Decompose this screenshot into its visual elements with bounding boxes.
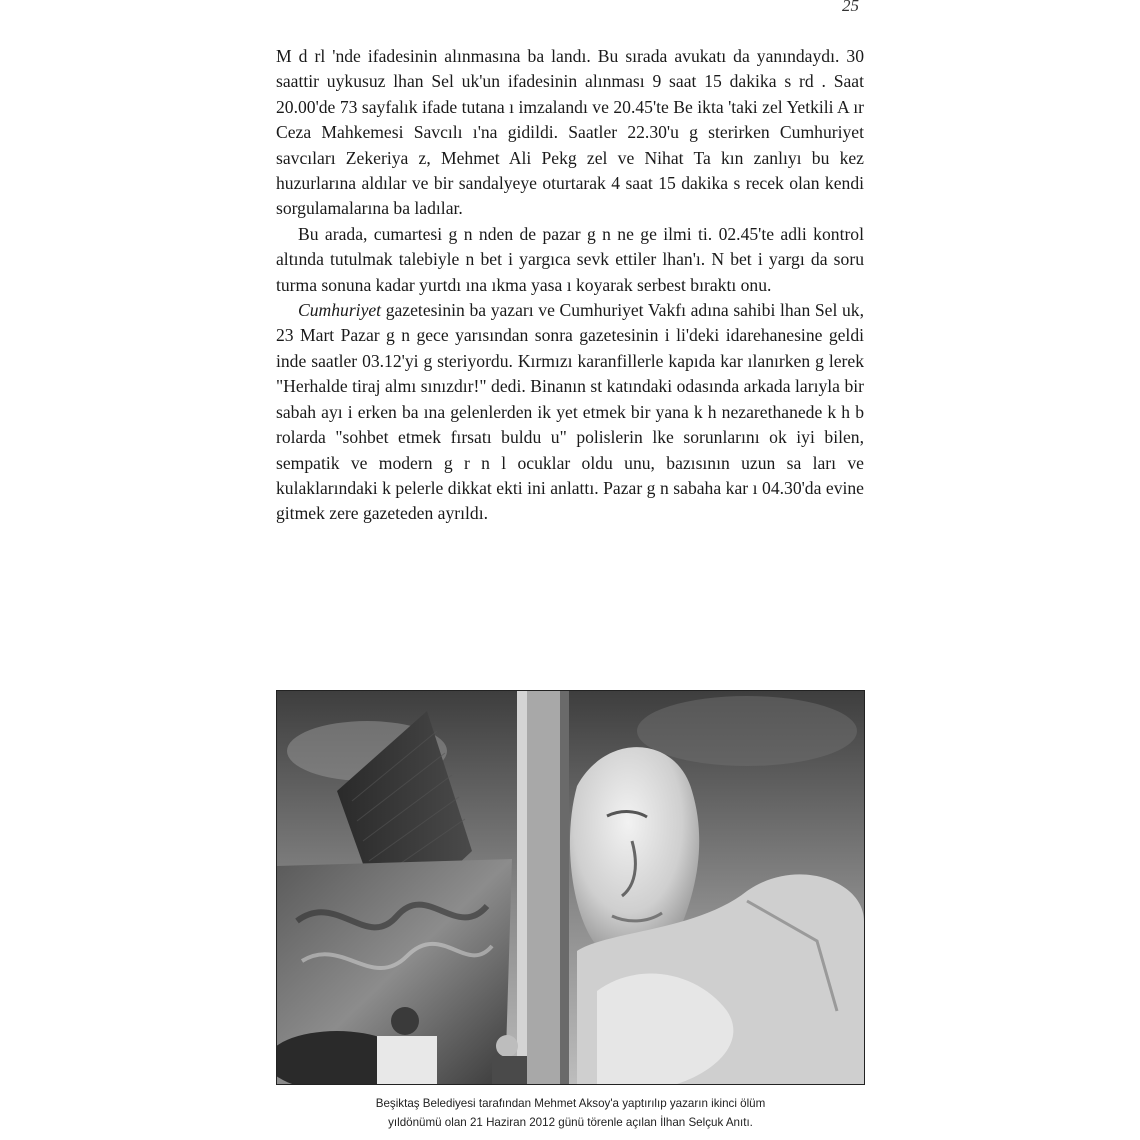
monument-photo xyxy=(276,690,865,1085)
newspaper-name: Cumhuriyet xyxy=(298,300,382,321)
page-number: 25 xyxy=(842,0,859,15)
paragraph-3 xyxy=(276,298,864,527)
caption-line-2: yıldönümü olan 21 Haziran 2012 günü törenle açılan İlhan Selçuk Anıtı. xyxy=(388,1116,753,1129)
caption-line-1: Beşiktaş Belediyesi tarafından Mehmet Aksoy'a yaptırılıp yazarın ikinci ölüm xyxy=(375,1097,766,1110)
paragraph-1 xyxy=(276,44,864,222)
paragraph-1-text: M d rl 'nde ifadesinin alınmasına ba landı. Bu sırada avukatı da yanındaydı. 30 saattir uykusuz lhan Sel uk'un ifadesinin alınması 9 saat 15 dakika s rd . Saat 20.00'de 73 sayfalık ifade tutana ı imzalandı ve 20.45'te Be ikta 'taki zel Yetkili A ır Ceza Mahkemesi Savcılı ı'na gidildi. Saatler 22.30'u g sterirken Cumhuriyet savcıları Zekeriya z, Mehmet Ali Pekg zel ve Nihat Ta kın zanlıyı bu kez huzurlarına aldılar ve bir sandalyeye oturtarak 4 saat 15 dakika s recek olan kendi sorgulamalarına ba ladılar. xyxy=(276,46,864,219)
paragraph-2-text: Bu arada, cumartesi g n nden de pazar g n ne ge ilmi ti. 02.45'te adli kontrol altında tutulmak talebiyle n bet i yargıca sevk ettiler lhan'ı. N bet i yargı da soru turma sonuna kadar yurtdı ına ıkma yasa ı koyarak serbest bıraktı onu. xyxy=(276,223,864,295)
monument-photo-illustration xyxy=(277,691,864,1084)
paragraph-2 xyxy=(276,222,864,298)
body-text xyxy=(276,44,864,527)
paragraph-3-text: gazetesinin ba yazarı ve Cumhuriyet Vakfı adına sahibi lhan Sel uk, 23 Mart Pazar g n gece yarısından sonra gazetesinin i li'deki idarehanesine geldi inde saatler 03.12'yi g steriyordu. Kırmızı karanfillerle kapıda kar ılanırken g lerek "Herhalde tiraj almı sınızdır!" dedi. Binanın st katındaki odasında arkada larıyla bir sabah ayı i erken ba ına gelenlerden ik yet etmek bir yana k h nezarethanede k h b rolarda "sohbet etmek fırsatı buldu u" polislerin lke sorunlarını ok iyi bilen, sempatik ve modern g r n l ocuklar oldu unu, bazısının uzun sa ları ve kulaklarındaki k pelerle dikkat ekti ini anlattı. Pazar g n sabaha kar ı 04.30'da evine gitmek zere gazeteden ayrıldı. xyxy=(276,300,864,524)
photo-caption xyxy=(276,1094,865,1132)
